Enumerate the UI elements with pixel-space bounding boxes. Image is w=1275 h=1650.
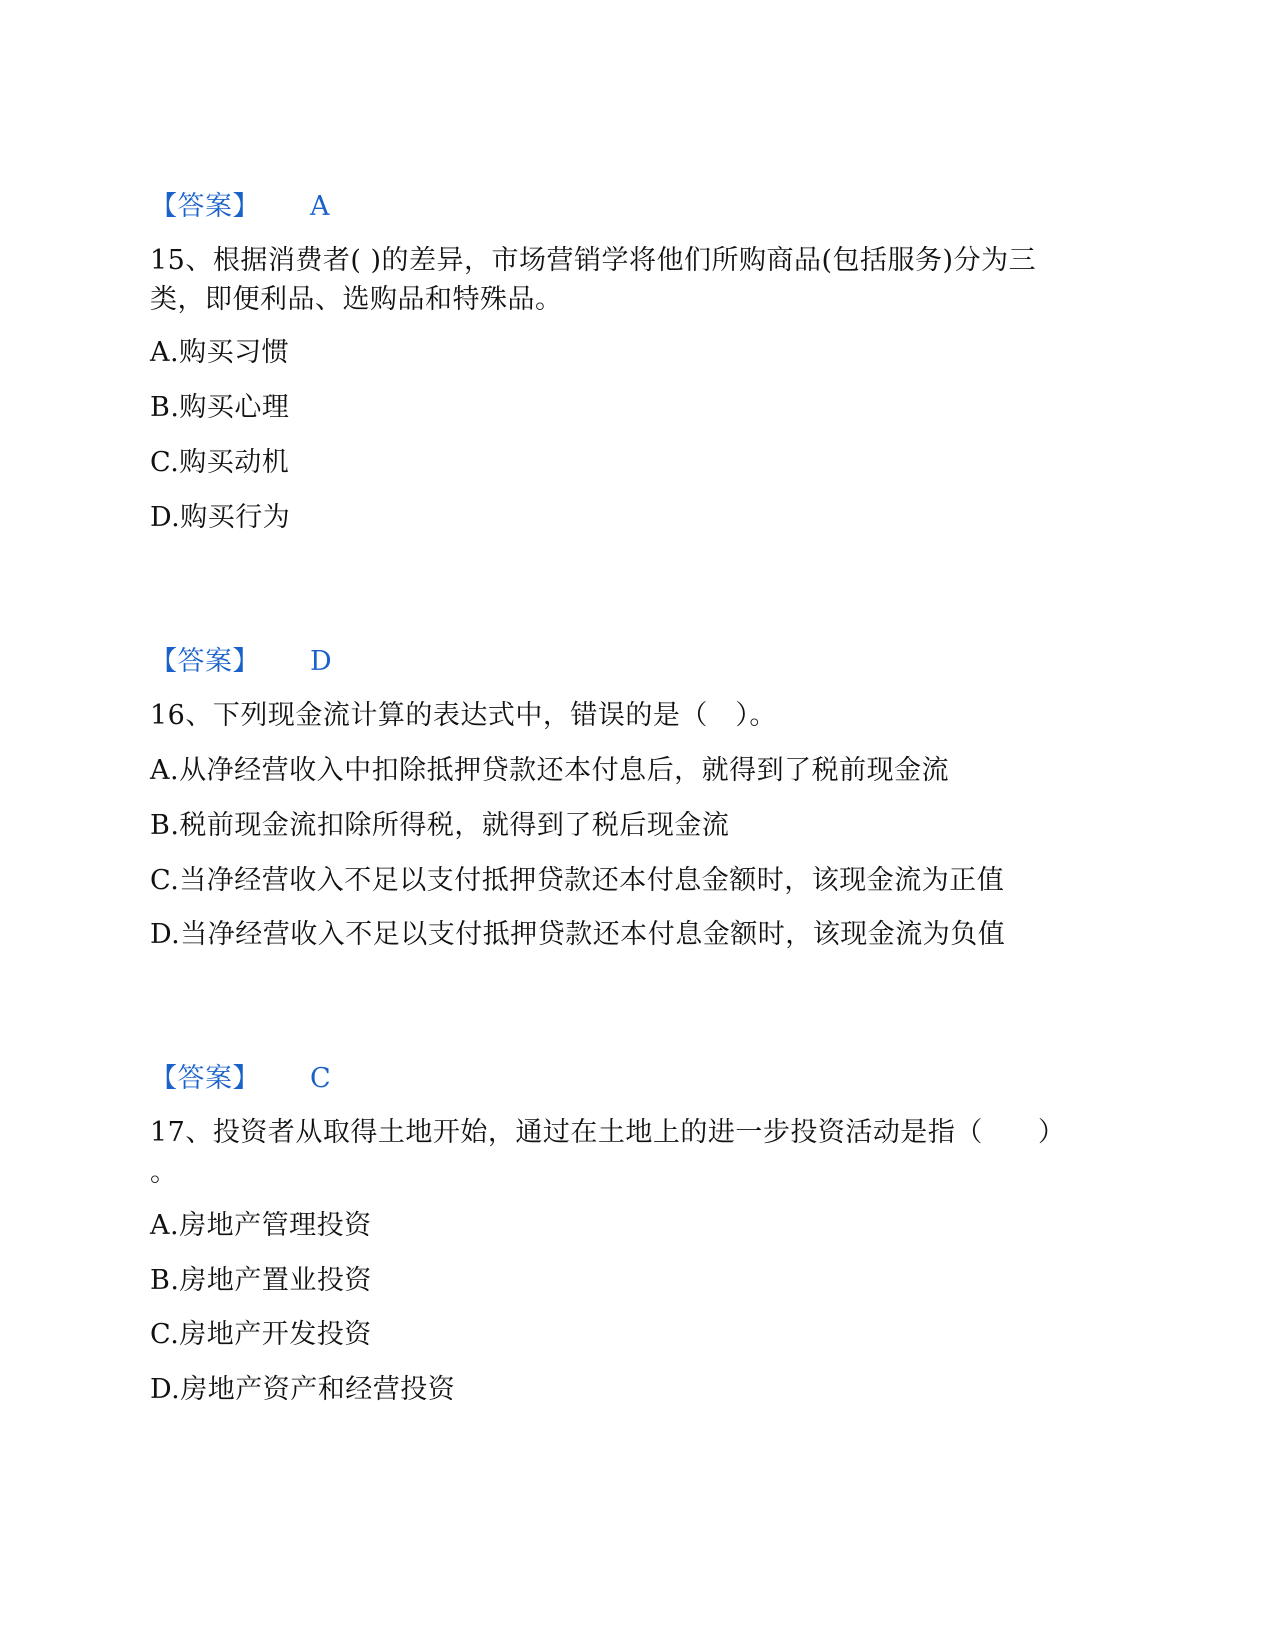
question-17-stem-line2: 。 [150, 1157, 178, 1188]
question-16-option-a: A.从净经营收入中扣除抵押贷款还本付息后，就得到了税前现金流 [150, 755, 950, 786]
question-15-option-d: D.购买行为 [150, 502, 291, 533]
answer-row [150, 190, 330, 224]
question-16-option-c: C.当净经营收入不足以支付抵押贷款还本付息金额时，该现金流为正值 [150, 865, 1005, 896]
answer-label: 【答案】 [150, 1063, 260, 1094]
answer-value: C [310, 1063, 332, 1094]
answer-row [150, 1062, 332, 1096]
question-15-option-c: C.购买动机 [150, 447, 290, 478]
answer-label: 【答案】 [150, 191, 260, 222]
question-17-option-c: C.房地产开发投资 [150, 1319, 372, 1350]
answer-label: 【答案】 [150, 646, 260, 677]
question-15-stem-line2: 类，即便利品、选购品和特殊品。 [150, 284, 563, 315]
question-15-stem-line1: 15、根据消费者( )的差异，市场营销学将他们所购商品(包括服务)分为三 [150, 245, 1037, 276]
question-16-stem: 16、下列现金流计算的表达式中，错误的是（ ）。 [150, 700, 777, 731]
question-15-option-a: A.购买习惯 [150, 337, 290, 368]
answer-value: D [310, 646, 333, 677]
question-17-option-a: A.房地产管理投资 [150, 1210, 372, 1241]
question-16-option-b: B.税前现金流扣除所得税，就得到了税后现金流 [150, 810, 730, 841]
question-15-option-b: B.购买心理 [150, 392, 290, 423]
answer-row [150, 645, 333, 679]
answer-value: A [310, 191, 330, 222]
question-17-option-d: D.房地产资产和经营投资 [150, 1374, 456, 1405]
question-17-option-b: B.房地产置业投资 [150, 1265, 372, 1296]
question-17-stem-line1: 17、投资者从取得土地开始，通过在土地上的进一步投资活动是指（ ） [150, 1117, 1066, 1148]
question-16-option-d: D.当净经营收入不足以支付抵押贷款还本付息金额时，该现金流为负值 [150, 919, 1006, 950]
